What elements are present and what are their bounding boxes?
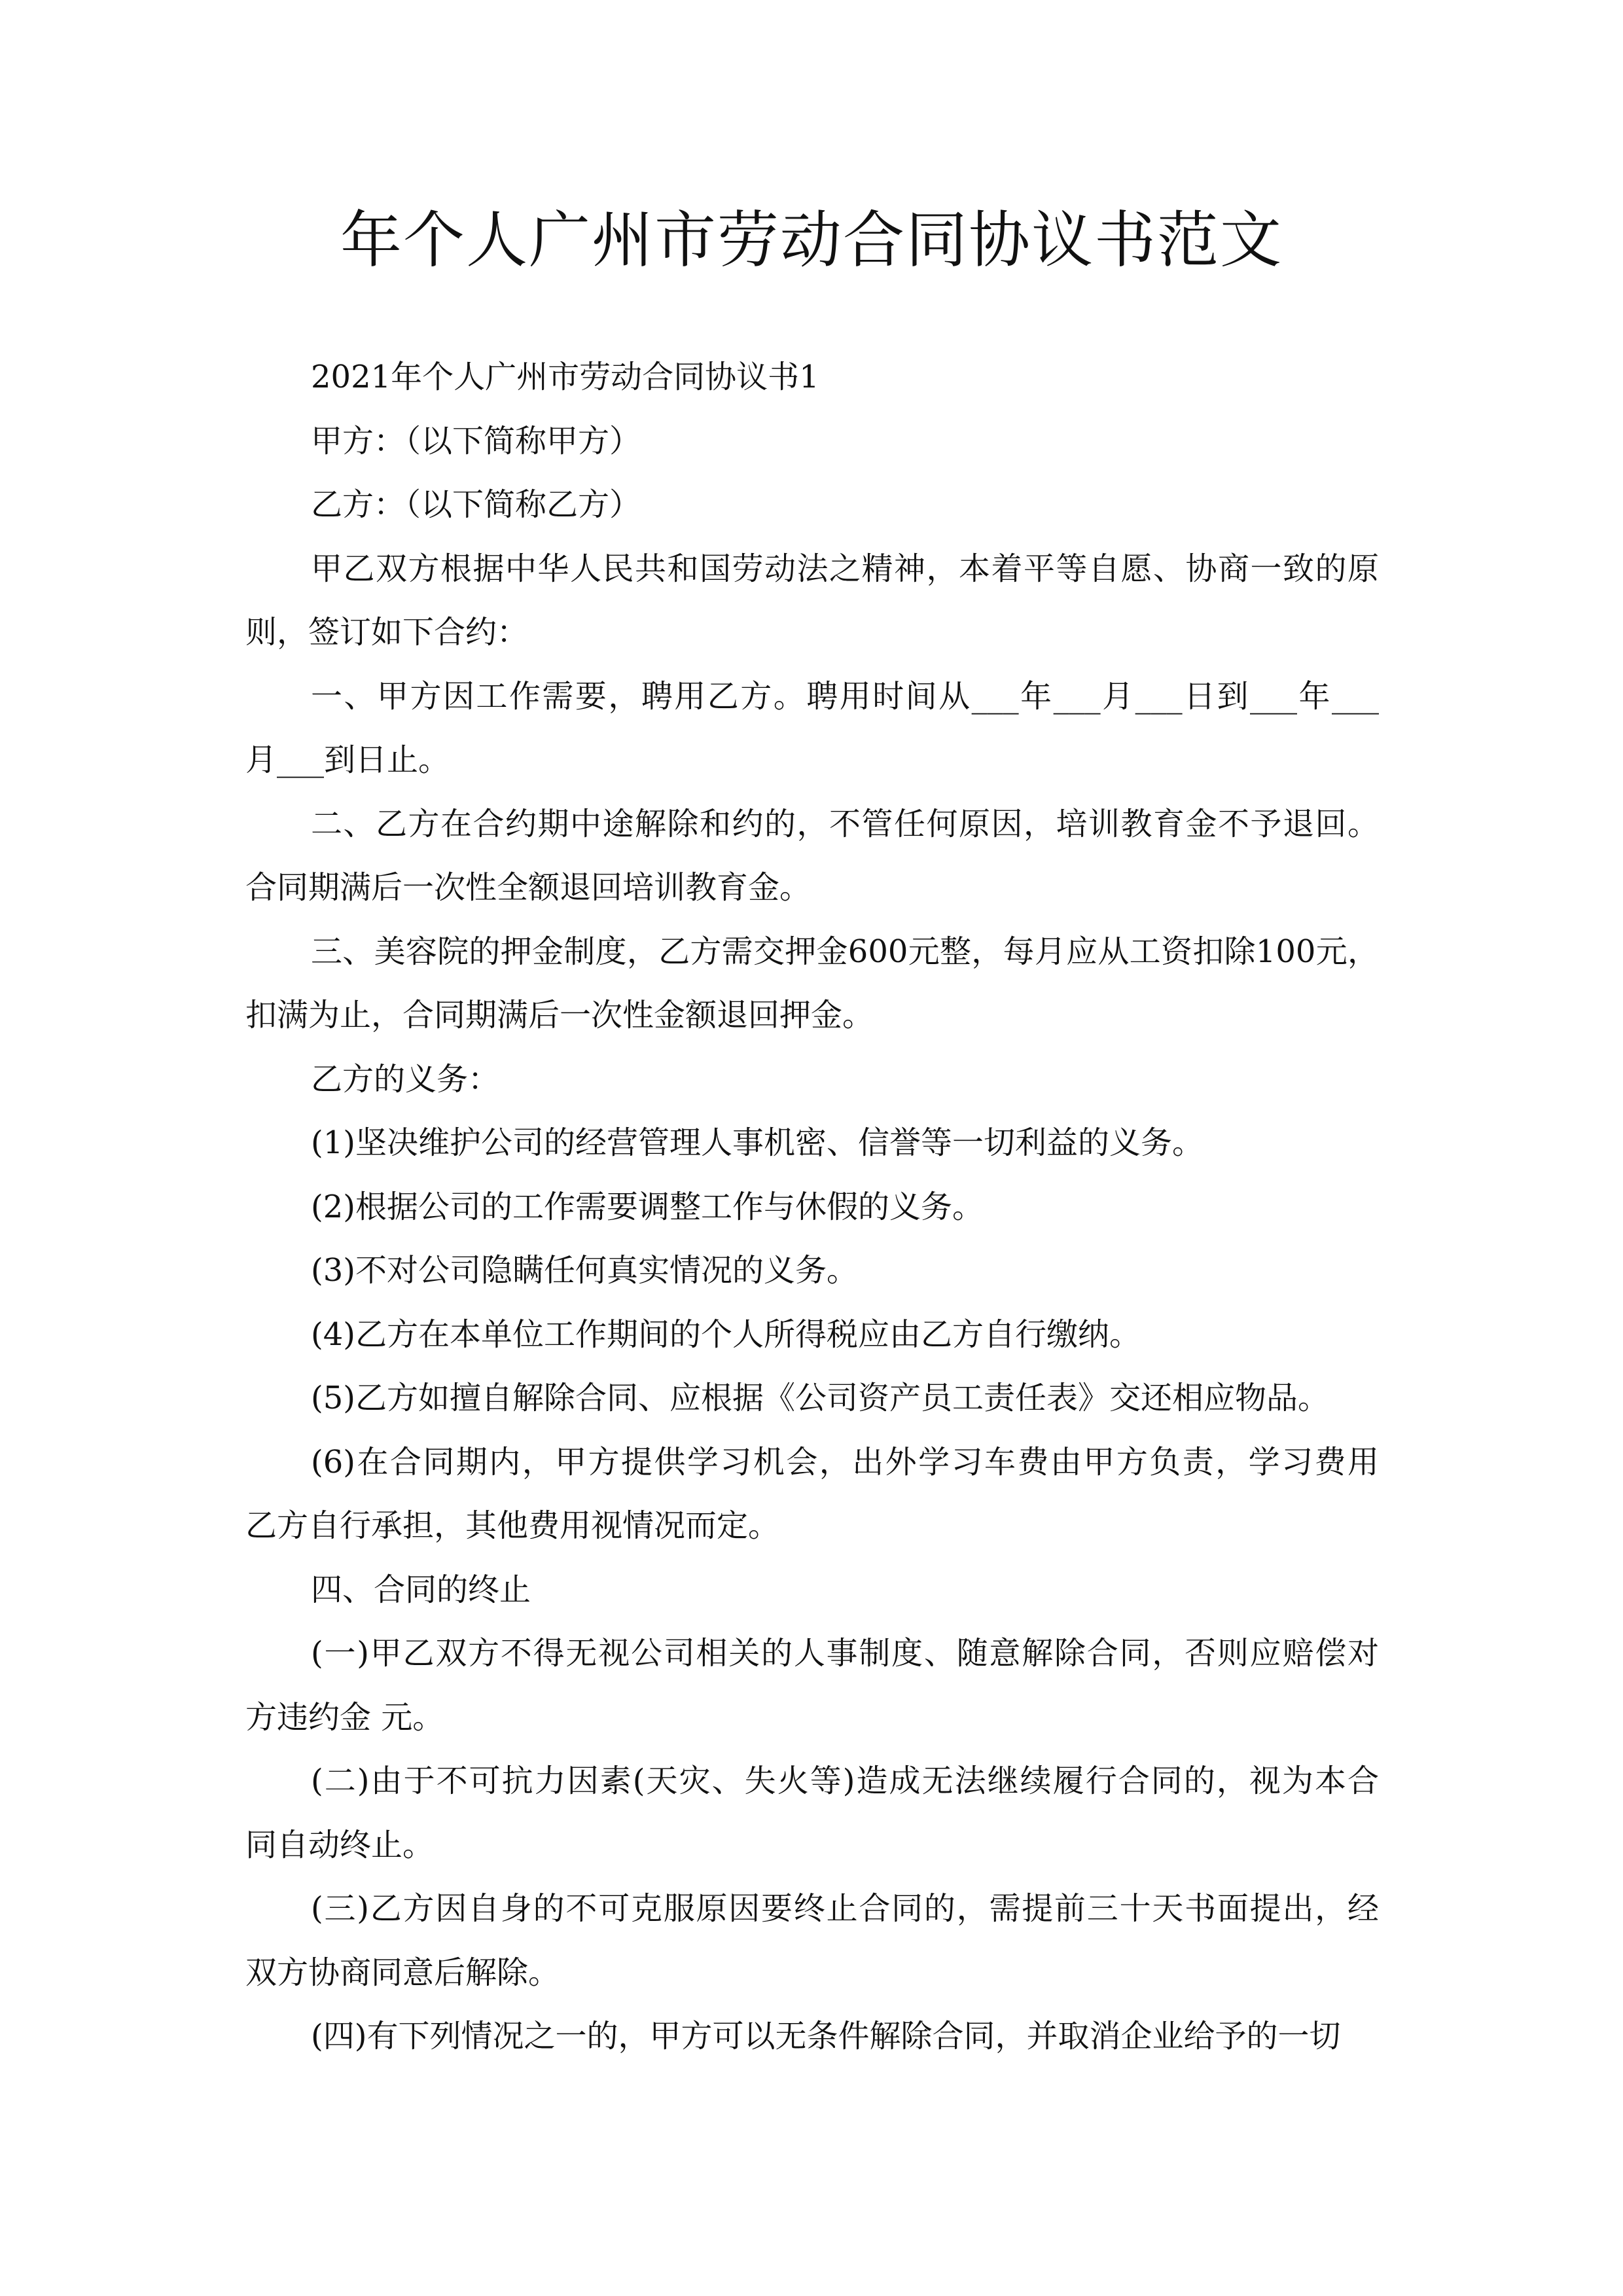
- paragraph: [245, 1048, 1379, 1112]
- paragraph: [245, 1877, 1379, 2005]
- paragraph: [245, 793, 1379, 920]
- paragraph: [245, 2005, 1379, 2069]
- paragraph-line: (1)坚决维护公司的经营管理人事机密、信誉等一切利益的义务。: [311, 1124, 1204, 1161]
- paragraph: [245, 473, 1379, 537]
- paragraph-line: (6)在合同期内，甲方提供学习机会，出外学习车费由甲方负责，学习费用: [311, 1443, 1379, 1480]
- paragraph-line: (二)由于不可抗力因素(天灾、失火等)造成无法继续履行合同的，视为本合: [311, 1763, 1379, 1799]
- paragraph: [245, 1558, 1379, 1623]
- paragraph-line: (四)有下列情况之一的，甲方可以无条件解除合同，并取消企业给予的一切: [311, 2018, 1341, 2054]
- paragraph: [245, 1749, 1379, 1877]
- paragraph-line: 方违约金 元。: [245, 1698, 444, 1736]
- paragraph: [245, 1175, 1379, 1240]
- paragraph-line: 三、美容院的押金制度，乙方需交押金600元整，每月应从工资扣除100元，: [311, 933, 1379, 970]
- paragraph-line: 双方协商同意后解除。: [245, 1954, 560, 1991]
- paragraph: [245, 920, 1379, 1048]
- paragraph-line: (5)乙方如擅自解除合同、应根据《公司资产员工责任表》交还相应物品。: [311, 1380, 1329, 1416]
- paragraph-line: 合同期满后一次性全额退回培训教育金。: [245, 869, 812, 906]
- paragraph-line: (一)甲乙双方不得无视公司相关的人事制度、随意解除合同，否则应赔偿对: [311, 1635, 1379, 1672]
- paragraph-line: 乙方的义务：: [311, 1060, 500, 1098]
- paragraph-line: 甲方：（以下简称甲方）: [311, 422, 641, 459]
- paragraph-line: (三)乙方因自身的不可克服原因要终止合同的，需提前三十天书面提出，经: [311, 1890, 1379, 1927]
- paragraph-line: 二、乙方在合约期中途解除和约的，不管任何原因，培训教育金不予退回。: [311, 805, 1379, 842]
- paragraph: [245, 1622, 1379, 1749]
- paragraph: [245, 1367, 1379, 1431]
- paragraph-line: 月___到日止。: [245, 742, 450, 778]
- document-title: 年个人广州市劳动合同协议书范文: [340, 205, 1283, 276]
- paragraph-line: 乙方：（以下简称乙方）: [311, 486, 641, 523]
- paragraph-line: 则，签订如下合约：: [245, 614, 529, 651]
- paragraph: [245, 1239, 1379, 1303]
- paragraph-line: (2)根据公司的工作需要调整工作与休假的义务。: [311, 1188, 984, 1225]
- paragraph-line: 乙方自行承担，其他费用视情况而定。: [245, 1507, 780, 1544]
- paragraph: [245, 1111, 1379, 1175]
- paragraph-line: (4)乙方在本单位工作期间的个人所得税应由乙方自行缴纳。: [311, 1316, 1141, 1353]
- paragraph-line: 甲乙双方根据中华人民共和国劳动法之精神，本着平等自愿、协商一致的原: [311, 550, 1379, 587]
- paragraph-line: 2021年个人广州市劳动合同协议书1: [311, 359, 819, 395]
- paragraph-line: 同自动终止。: [245, 1826, 435, 1863]
- paragraph-line: 一、甲方因工作需要，聘用乙方。聘用时间从___年___月___日到___年___: [311, 677, 1379, 715]
- paragraph-line: (3)不对公司隐瞒任何真实情况的义务。: [311, 1252, 858, 1289]
- paragraph: [245, 410, 1379, 474]
- paragraph-line: 扣满为止，合同期满后一次性金额退回押金。: [245, 997, 874, 1033]
- paragraph-line: 四、合同的终止: [311, 1571, 531, 1608]
- paragraph: [245, 1431, 1379, 1558]
- paragraph: [245, 1303, 1379, 1367]
- paragraph: [245, 537, 1379, 665]
- paragraph: [245, 346, 1379, 410]
- paragraph: [245, 665, 1379, 793]
- document-body: [245, 346, 1379, 2069]
